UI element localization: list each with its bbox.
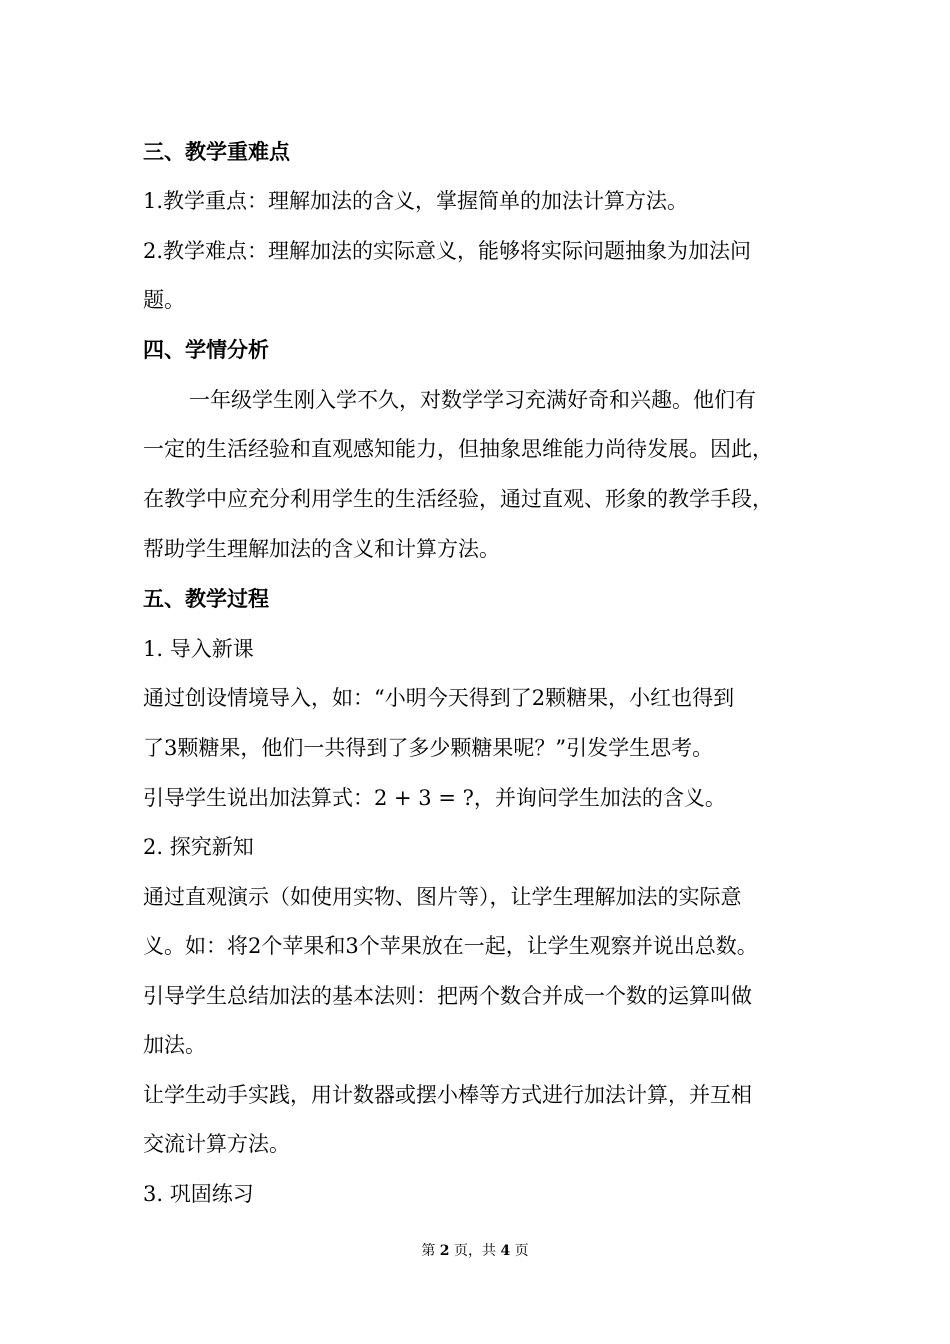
subheading-line: 3. 巩固练习 bbox=[143, 1182, 254, 1206]
subheading-line: 1. 导入新课 bbox=[143, 637, 254, 661]
paragraph-line: 了3颗糖果，他们一共得到了多少颗糖果呢？”引发学生思考。 bbox=[143, 736, 714, 760]
section-heading-student-analysis: 四、学情分析 bbox=[143, 338, 269, 362]
section-heading-teaching-process: 五、教学过程 bbox=[143, 587, 269, 611]
paragraph-line: 帮助学生理解加法的含义和计算方法。 bbox=[143, 537, 500, 561]
subheading-line: 2. 探究新知 bbox=[143, 835, 254, 859]
paragraph-line: 一年级学生刚入学不久，对数学学习充满好奇和兴趣。他们有 bbox=[189, 388, 756, 412]
footer-prefix: 第 bbox=[421, 1243, 436, 1259]
paragraph-line: 1.教学重点：理解加法的含义，掌握简单的加法计算方法。 bbox=[143, 189, 689, 213]
paragraph-line: 引导学生总结加法的基本法则：把两个数合并成一个数的运算叫做 bbox=[143, 984, 752, 1008]
paragraph-line: 加法。 bbox=[143, 1033, 206, 1057]
paragraph-line: 通过创设情境导入，如：“小明今天得到了2颗糖果，小红也得到 bbox=[143, 686, 735, 710]
paragraph-line: 让学生动手实践，用计数器或摆小棒等方式进行加法计算，并互相 bbox=[143, 1083, 752, 1107]
page-footer bbox=[0, 1241, 950, 1261]
paragraph-line: 通过直观演示（如使用实物、图片等），让学生理解加法的实际意 bbox=[143, 885, 742, 909]
footer-middle: 页，共 bbox=[454, 1243, 496, 1259]
paragraph-line: 题。 bbox=[143, 288, 185, 312]
footer-current-page: 2 bbox=[439, 1243, 450, 1259]
section-heading-key-points: 三、教学重难点 bbox=[143, 140, 290, 164]
paragraph-line: 交流计算方法。 bbox=[143, 1132, 290, 1156]
paragraph-line: 在教学中应充分利用学生的生活经验，通过直观、形象的教学手段， bbox=[143, 487, 773, 511]
footer-total-pages: 4 bbox=[500, 1243, 511, 1259]
footer-suffix: 页 bbox=[514, 1243, 529, 1259]
paragraph-line: 2.教学难点：理解加法的实际意义，能够将实际问题抽象为加法问 bbox=[143, 239, 752, 263]
paragraph-line: 一定的生活经验和直观感知能力，但抽象思维能力尚待发展。因此， bbox=[143, 437, 773, 461]
paragraph-line: 义。如：将2个苹果和3个苹果放在一起，让学生观察并说出总数。 bbox=[143, 934, 758, 958]
paragraph-line: 引导学生说出加法算式：2 + 3 = ?，并询问学生加法的含义。 bbox=[143, 786, 726, 810]
